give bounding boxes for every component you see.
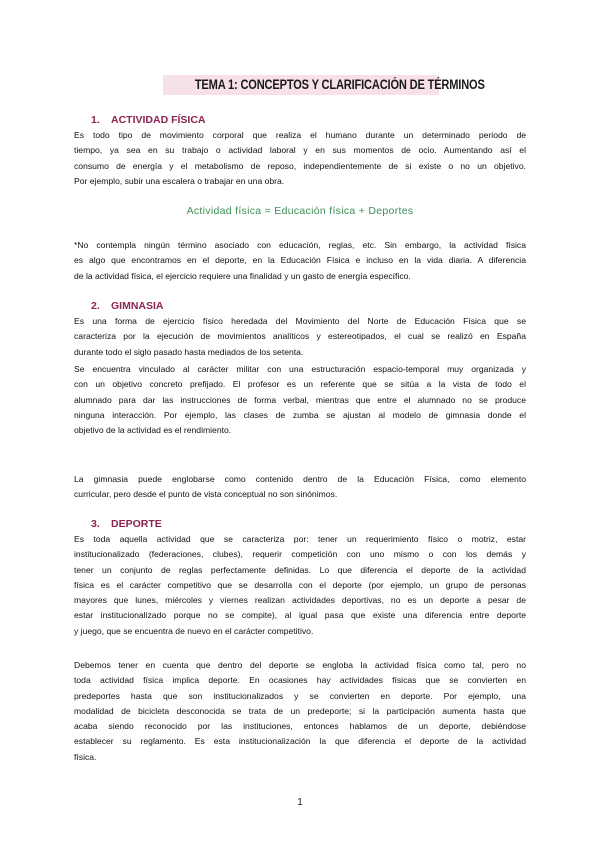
text-line: Es todo tipo de movimiento corporal que realiza el humano durante un determinado periodo de	[74, 130, 526, 140]
text-line: física es el carácter competitivo que se desarrolla con el deporte (por ejemplo, un grupo de personas	[74, 579, 526, 590]
paragraph	[74, 238, 526, 284]
text-line: acaba siendo reconocido por las instituciones, entonces hablamos de un deporte, debiéndose	[74, 721, 526, 732]
paragraph	[74, 472, 526, 503]
paragraph	[74, 532, 526, 639]
text-line: establecer su reglamento. Es esta institucionalización la que diferencia el deporte de la actividad	[74, 736, 526, 747]
text-line: es algo que encontramos en el deporte, en la Educación Física e incluso en la vida diaria. A diferencia	[74, 255, 526, 266]
text-line: ninguna interacción. Por ejemplo, las clases de zumba se ajustan al modelo de gimnasia donde el	[74, 409, 526, 420]
paragraph	[74, 128, 526, 189]
text-line: curricular, pero desde el punto de vista conceptual no son sinónimos.	[74, 489, 338, 500]
section-heading-actividad-fisica	[91, 114, 206, 126]
text-line: Es toda aquella actividad que se caracteriza por: tener un requerimiento físico o motriz, estar	[74, 534, 526, 544]
text-line: Por ejemplo, subir una escalera o trabajar en una obra.	[74, 175, 285, 186]
text-line: *No contempla ningún término asociado con educación, reglas, etc. Sin embargo, la actividad física	[74, 240, 526, 250]
paragraph	[74, 314, 526, 360]
section-heading-gimnasia	[91, 300, 164, 312]
text-line: tener un conjunto de reglas perfectamente definidas. Lo que diferencia el deporte de la actividad	[74, 564, 526, 575]
text-line: La gimnasia puede englobarse como contenido dentro de la Educación Física, como elemento	[74, 474, 526, 484]
section-title: DEPORTE	[111, 518, 162, 530]
text-line: modalidad de bicicleta desconocida se trata de un predeporte; si la participación aumenta hasta que	[74, 705, 526, 716]
text-line: Debemos tener en cuenta que dentro del deporte se engloba la actividad física como tal, pero no	[74, 660, 526, 670]
document-title: TEMA 1: CONCEPTOS Y CLARIFICACIÓN DE TÉRMINOS	[194, 77, 485, 92]
text-line: y juego, que se encuentra de nuevo en el carácter competitivo.	[74, 625, 314, 636]
section-number: 3.	[91, 518, 100, 530]
paragraph	[74, 658, 526, 765]
text-line: alumnado para dar las instrucciones de forma verbal, mientras que entre el alumnado no se produce	[74, 394, 526, 405]
text-line: con un objetivo concreto prefijado. El profesor es un referente que se sitúa a la vista de todo el	[74, 379, 526, 390]
text-line: caracteriza por la ejecución de movimientos analíticos y estereotipados, el cual se realizó en España	[74, 331, 526, 342]
text-line: física.	[74, 751, 97, 762]
section-title: ACTIVIDAD FÍSICA	[111, 114, 206, 126]
text-line: toda actividad física implica deporte. En ocasiones hay actividades físicas que se convierten en	[74, 675, 526, 686]
text-line: durante todo el siglo pasado hasta mediados de los setenta.	[74, 346, 304, 357]
text-line: de la actividad física, el ejercicio requiere una finalidad y un gasto de energía específico.	[74, 270, 411, 281]
paragraph	[74, 362, 526, 438]
section-number: 1.	[91, 114, 100, 126]
text-line: objetivo de la actividad es el rendimiento.	[74, 425, 232, 436]
section-heading-deporte	[91, 518, 162, 530]
text-line: institucionalizado (federaciones, clubes), requerir competición con uno mismo o con los demás y	[74, 549, 526, 560]
text-line: Se encuentra vinculado al carácter militar con una estructuración espacio-temporal muy organizada y	[74, 364, 526, 374]
text-line: estar institucionalizado porque no se compite), al igual pasa que existe una diferencia entre deporte	[74, 610, 526, 621]
page-number: 1	[297, 797, 303, 808]
text-line: predeportes hasta que son institucionalizados y se convierten en deporte. Por ejemplo, una	[74, 690, 526, 701]
text-line: consumo de energía y el metabolismo de reposo, independientemente de si existe o no un objetivo.	[74, 160, 526, 171]
section-number: 2.	[91, 300, 100, 312]
text-line: mayores que lunes, miércoles y viernes realizan actividades deportivas, no es un deporte a pesar de	[74, 595, 526, 606]
formula: Actividad física = Educación física + Deportes	[186, 205, 414, 217]
text-line: Es una forma de ejercicio físico heredada del Movimiento del Norte de Educación Física que se	[74, 316, 526, 326]
text-line: tiempo, ya sea en su trabajo o actividad laboral y en sus momentos de ocio. Aumentando así el	[74, 145, 526, 156]
document-title-box	[163, 75, 485, 95]
section-title: GIMNASIA	[111, 300, 164, 312]
